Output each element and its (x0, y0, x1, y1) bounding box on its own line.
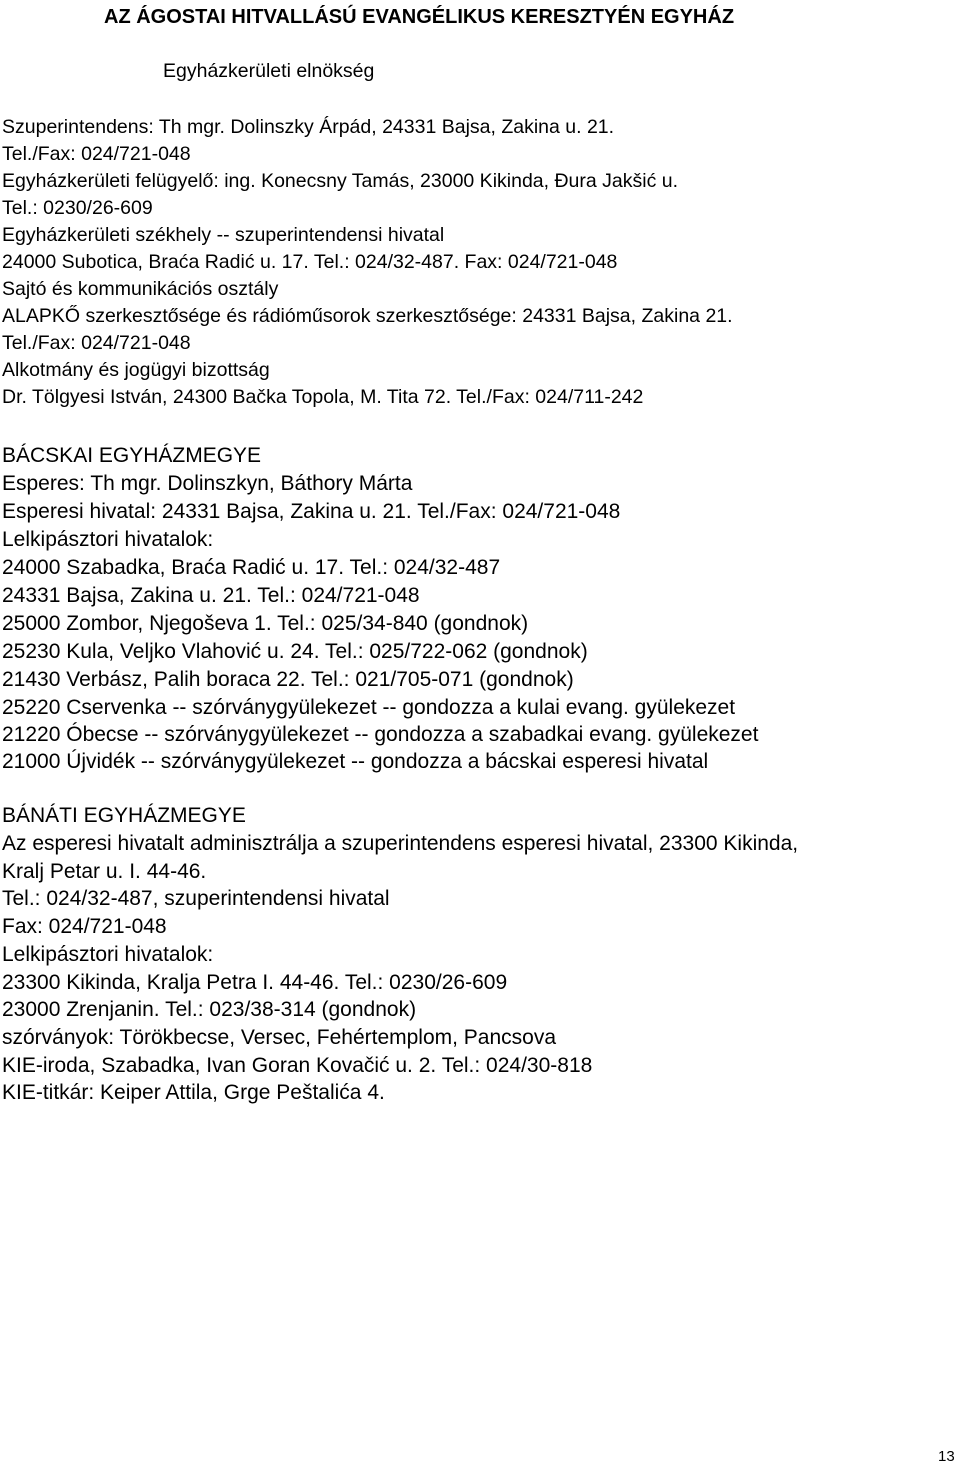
banat-line: 23300 Kikinda, Kralja Petra I. 44-46. Tel.: 0230/26-609 (2, 971, 508, 994)
banat-line: KIE-iroda, Szabadka, Ivan Goran Kovačić u. 2. Tel.: 024/30-818 (2, 1054, 593, 1077)
bacska-line: 24000 Szabadka, Braća Radić u. 17. Tel.: 024/32-487 (2, 556, 501, 579)
banat-line: 23000 Zrenjanin. Tel.: 023/38-314 (gondnok) (2, 998, 417, 1021)
district-line: Egyházkerületi felügyelő: ing. Konecsny Tamás, 23000 Kikinda, Đura Jakšić u. (2, 170, 679, 192)
bacska-line: 24331 Bajsa, Zakina u. 21. Tel.: 024/721-048 (2, 584, 420, 607)
banat-line: Fax: 024/721-048 (2, 915, 167, 938)
banat-line: Tel.: 024/32-487, szuperintendensi hivatal (2, 887, 390, 910)
district-line: Tel.: 0230/26-609 (2, 197, 153, 219)
section-heading-banat: BÁNÁTI EGYHÁZMEGYE (2, 804, 246, 827)
bacska-line: 21430 Verbász, Palih boraca 22. Tel.: 021/705-071 (gondnok) (2, 668, 574, 691)
bacska-line: Esperesi hivatal: 24331 Bajsa, Zakina u. 21. Tel./Fax: 024/721-048 (2, 500, 621, 523)
district-line: Alkotmány és jogügyi bizottság (2, 359, 270, 381)
bacska-line: 25230 Kula, Veljko Vlahović u. 24. Tel.: 025/722-062 (gondnok) (2, 640, 588, 663)
document-title: AZ ÁGOSTAI HITVALLÁSÚ EVANGÉLIKUS KERESZTYÉN EGYHÁZ (104, 6, 735, 28)
bacska-line: Lelkipásztori hivatalok: (2, 528, 214, 551)
district-line: Sajtó és kommunikációs osztály (2, 278, 279, 300)
district-line: Szuperintendens: Th mgr. Dolinszky Árpád, 24331 Bajsa, Zakina u. 21. (2, 116, 615, 138)
district-line: 24000 Subotica, Braća Radić u. 17. Tel.: 024/32-487. Fax: 024/721-048 (2, 251, 618, 273)
district-line: Egyházkerületi székhely -- szuperintendensi hivatal (2, 224, 445, 246)
district-line: Tel./Fax: 024/721-048 (2, 143, 191, 165)
district-line: Tel./Fax: 024/721-048 (2, 332, 191, 354)
bacska-line: Esperes: Th mgr. Dolinszkyn, Báthory Márta (2, 472, 413, 495)
banat-line: Lelkipásztori hivatalok: (2, 943, 214, 966)
section-heading-bacska: BÁCSKAI EGYHÁZMEGYE (2, 444, 262, 467)
banat-line: KIE-titkár: Keiper Attila, Grge Peštalića 4. (2, 1081, 385, 1104)
page-number: 13 (938, 1448, 955, 1465)
banat-line: szórványok: Törökbecse, Versec, Fehértemplom, Pancsova (2, 1026, 557, 1049)
bacska-line: 25220 Cservenka -- szórványgyülekezet -- gondozza a kulai evang. gyülekezet (2, 696, 736, 719)
banat-line: Az esperesi hivatalt adminisztrálja a szuperintendens esperesi hivatal, 23300 Kikinda, (2, 832, 799, 855)
bacska-line: 21220 Óbecse -- szórványgyülekezet -- gondozza a szabadkai evang. gyülekezet (2, 723, 759, 746)
district-line: Dr. Tölgyesi István, 24300 Bačka Topola, M. Tita 72. Tel./Fax: 024/711-242 (2, 386, 644, 408)
document-subtitle: Egyházkerületi elnökség (163, 60, 375, 82)
district-line: ALAPKŐ szerkesztősége és rádióműsorok szerkesztősége: 24331 Bajsa, Zakina 21. (2, 305, 733, 327)
banat-line: Kralj Petar u. I. 44-46. (2, 860, 207, 883)
bacska-line: 21000 Újvidék -- szórványgyülekezet -- gondozza a bácskai esperesi hivatal (2, 750, 709, 773)
bacska-line: 25000 Zombor, Njegoševa 1. Tel.: 025/34-840 (gondnok) (2, 612, 529, 635)
